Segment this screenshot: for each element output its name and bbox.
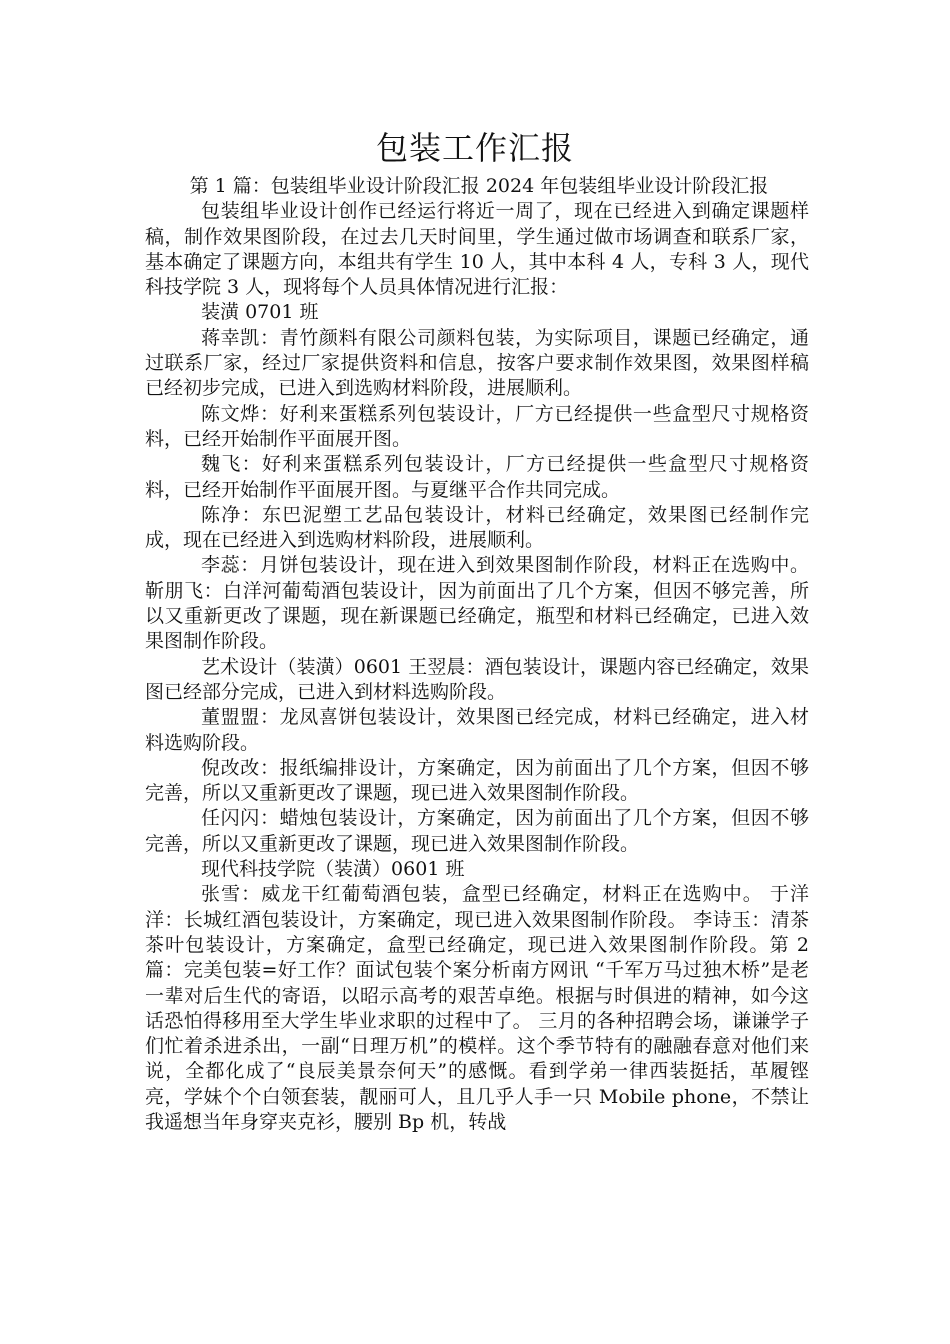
paragraph-ni-gaigai: 倪改改：报纸编排设计，方案确定，因为前面出了几个方案，但因不够完善，所以又重新更改了课题，现已进入效果图制作阶段。 bbox=[145, 756, 809, 805]
class-heading-0701: 装潢 0701 班 bbox=[201, 301, 319, 324]
paragraph-ren-shanshan: 任闪闪：蜡烛包装设计，方案确定，因为前面出了几个方案，但因不够完善，所以又重新更改了课题，现已进入效果图制作阶段。 bbox=[145, 807, 809, 855]
section-heading-1: 第 1 篇：包装组毕业设计阶段汇报 2024 年包装组毕业设计阶段汇报 bbox=[189, 175, 769, 197]
paragraph-dong-mengmeng: 董盟盟：龙凤喜饼包装设计，效果图已经完成，材料已经确定，进入材料选购阶段。 bbox=[145, 706, 809, 754]
paragraph-chen-jing: 陈净：东巴泥塑工艺品包装设计，材料已经确定，效果图已经制作完成，现在已经进入到选购材料阶段，进展顺利。 bbox=[145, 503, 809, 552]
paragraph-wang-yichen: 艺术设计（装潢）0601 王翌晨：酒包装设计，课题内容已经确定，效果图已经部分完成，已进入到材料选购阶段。 bbox=[145, 655, 809, 703]
paragraph-wei-fei: 魏飞：好利来蛋糕系列包装设计，厂方已经提供一些盒型尺寸规格资料，已经开始制作平面展开图。与夏继平合作共同完成。 bbox=[145, 453, 809, 501]
page-title: 包装工作汇报 bbox=[375, 129, 574, 167]
paragraph-chen-wenye: 陈文烨：好利来蛋糕系列包装设计，厂方已经提供一些盒型尺寸规格资料，已经开始制作平面展开图。 bbox=[145, 402, 809, 450]
paragraph-li-rui: 李蕊：月饼包装设计，现在进入到效果图制作阶段，材料正在选购中。 靳朋飞：白洋河葡萄酒包装设计，因为前面出了几个方案，但因不够完善，所以又重新更改了课题，现在新课题已经确定，瓶型和材料已经确定，已进入效果图制作阶段。 bbox=[145, 554, 809, 653]
paragraph-zhang-xue-and-article-2: 张雪：威龙干红葡萄酒包装，盒型已经确定，材料正在选购中。 于洋洋：长城红酒包装设计，方案确定，现已进入效果图制作阶段。 李诗玉：清茶茶叶包装设计，方案确定，盒型已经确定，现已进入效果图制作阶段。第 2 篇：完美包装=好工作？面试包装个案分析南方网讯 “千军万马过独木桥”是老一辈对后生代的寄语，以昭示高考的艰苦卓绝。根据与时俱进的精神，如今这话恐怕得移用至大学生毕业求职的过程中了。 三月的各种招聘会场，谦谦学子们忙着杀进杀出，一副“日理万机”的模样。这个季节特有的融融春意对他们来说，全都化成了“良辰美景奈何天”的感慨。看到学弟一律西装挺括，革履铿亮，学妹个个白领套装，靓丽可人，且几乎人手一只 Mobile phone，不禁让我遥想当年身穿夹克衫，腰别 Bp 机，转战 bbox=[145, 883, 809, 1133]
class-heading-modern-tech: 现代科技学院（装潢）0601 班 bbox=[201, 858, 465, 881]
paragraph-jiang: 蒋幸凯：青竹颜料有限公司颜料包装，为实际项目，课题已经确定，通过联系厂家，经过厂家提供资料和信息，按客户要求制作效果图，效果图样稿已经初步完成，已进入到选购材料阶段，进展顺利。 bbox=[145, 326, 809, 400]
document-body bbox=[145, 174, 809, 1135]
paragraph-intro: 包装组毕业设计创作已经运行将近一周了，现在已经进入到确定课题样稿，制作效果图阶段，在过去几天时间里，学生通过做市场调查和联系厂家，基本确定了课题方向，本组共有学生 10 人，其中本科 4 人，专科 3 人，现代科技学院 3 人，现将每个人员具体情况进行汇报： bbox=[145, 200, 809, 299]
